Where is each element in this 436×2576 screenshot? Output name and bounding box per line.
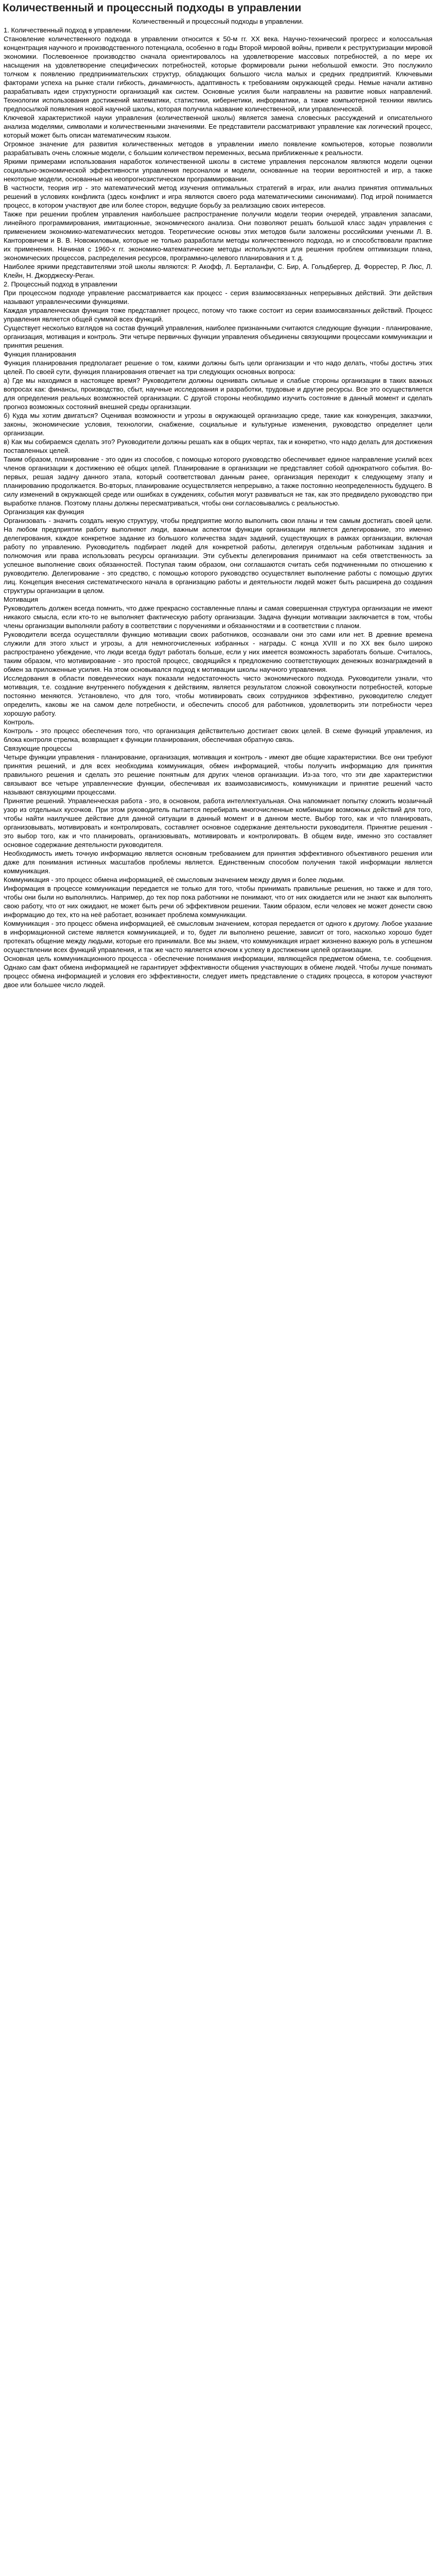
- paragraph: Контроль.: [4, 718, 35, 726]
- page-title: Количественный и процессный подходы в управлении: [3, 2, 302, 14]
- paragraph: Ключевой характеристикой науки управления (количественной школы) является замена словесных рассуждений и описательного анализа моделями, символами и количественными значениями. Ее представители рассматривают управление как логический процесс, который может быть описан математическим языком.: [4, 114, 432, 139]
- paragraph: Существует несколько взглядов на состав функций управления, наиболее признанными считаются следующие функции - планирование, организация, мотивация и контроль. Эти четыре первичных функции управления объединены связующими процессами коммуникации и принятия решения.: [4, 324, 433, 349]
- paragraph: Четыре функции управления - планирование, организация, мотивация и контроль - имеют две общие характеристики. Все они требуют принятия решений, и для всех необходима коммуникация, обмен информацией, чтобы получить информацию для принятия правильного решения и сделать это решение понятным для других членов организации. Из-за того, что эти две характеристики связывают все четыре управленческие функции, обеспечивая их взаимозависимость, коммуникации и принятие решений часто называют связующими процессами.: [4, 753, 432, 796]
- paragraph: Принятие решений. Управленческая работа - это, в основном, работа интеллектуальная. Она напоминает попытку сложить мозаичный узор из отдельных кусочков. При этом руководитель пытается перебирать многочисленные комбинации возможных действий для того, чтобы найти наилучшее действие для данной ситуации в данный момент и в данном месте. Выбор того, как и что планировать, организовывать, мотивировать и контролировать, составляет основное содержание деятельности руководителя. Принятие решения - это выбор того, как и что планировать, организовывать, мотивировать и контролировать. В общем виде, именно это составляет основное содержание деятельности руководителя.: [4, 797, 432, 849]
- paragraph: Становление количественного подхода в управлении относится к 50-м гг. ХХ века. Научно-технический прогресс и колоссальная концентрация научного и производственного потенциала, особенно в годы Второй мировой войны, привели к реструктуризации мировой экономики. Послевоенное производство сначала ориентировалось на удовлетворение массовых потребностей, а по мере их насыщения на удовлетворение специфических потребностей, которые формировали рынки небольшой емкости. Это послужило толчком к появлению предпринимательских структур, обладающих большого числа малых и средних предприятий. Ключевыми факторами успеха на рынке стали гибкость, динамичность, адаптивность к требованиям окружающей среды. Немые начали активно разрабатывать идеи структурности организаций как систем. Основные усилия были направлены на развитие новых направлений. Технологии использования достижений математики, статистики, кибернетики, информатики, а также компьютерной техники явились предпосылкой появления новой научной школы, которая получила название количественной, или управленческой.: [4, 35, 432, 113]
- paragraph: Организовать - значить создать некую структуру, чтобы предприятие могло выполнить свои планы и тем самым достигать своей цели. На любом предприятии работу выполняют люди, важным аспектом функции организации является делегирование, это именно делегирования, каждое конкретное задание из большого количества задач заданий, существующих в рамках организации, включая работу по управлению. Руководитель подбирает людей для конкретной работы, делегируя отдельным работникам задания и полномочия или права использовать ресурсы организации. Эти субъекты делегирования принимают на себя ответственность за успешное выполнение своих обязанностей. Поступая таким образом, они соглашаются считать себя подчиненными по отношению к руководителю. Делегирование - это средство, с помощью которого руководство осуществляет выполнение работы с помощью других лиц. Концепция внесения систематического начала в организацию работы и деятельности людей может быть расширена до создания структуры организации в целом.: [4, 517, 432, 595]
- paragraph: Руководители всегда осуществляли функцию мотивации своих работников, осознавали они это сами или нет. В древние времена служили для этого хлыст и угрозы, а для немногочисленных избранных - награды. С конца XVIII и по XX век было широко распространено убеждение, что люди всегда будут работать больше, если у них имеется возможность заработать больше. Считалось, таким образом, что мотивирование - это простой процесс, сводящийся к предложению соответствующих денежных вознаграждений в обмен за приложенные усилия. На этом основывался подход к мотивации школы научного управления.: [4, 631, 432, 673]
- paragraph: 2. Процессный подход в управлении: [4, 280, 117, 288]
- paragraph: Таким образом, планирование - это один из способов, с помощью которого руководство обеспечивает единое направление усилий всех членов организации к достижению её общих целей. Планирование в организации не представляет собой однократного события. Во-первых, решая задачу данного этапа, который соответствовал данным ранее, организация переходит к следующему этапу и планированию продолжается. Во-вторых, планирование осуществляется непрерывно, а также постоянно неопределенность будущего. В силу изменений в окружающей среде или ошибках в суждениях, события могут развиваться не так, как это предвидело руководство при выработке планов. Поэтому планы должны пересматриваться, чтобы они согласовывались с реальностью.: [4, 455, 432, 507]
- paragraph: Коммуникация - это процесс обмена информацией, её смысловым значением, которая передается от одного к другому. Любое указание в информационной системе является коммуникацией, и то, будет ли выполнено решение, зависит от того, насколько хорошо будет протекать общение между людьми, которые его принимали. Все мы знаем, что коммуникация играет жизненно важную роль в успешном осуществлении всех функций управления, и так же часто является ключом к успеху в достижении целей организации.: [4, 920, 432, 954]
- paragraph: Функция планирования предполагает решение о том, какими должны быть цели организации и что надо делать, чтобы достичь этих целей. По своей сути, функция планирования отвечает на три следующих основных вопроса:: [4, 359, 432, 376]
- paragraph: При процессном подходе управление рассматривается как процесс - серия взаимосвязанных непрерывных действий. Эти действия называют управленческими функциями.: [4, 289, 432, 306]
- paragraph: Руководитель должен всегда помнить, что даже прекрасно составленные планы и самая совершенная структура организации не имеют никакого смысла, если кто-то не выполняет фактическую работу организации. Задача функции мотивации заключается в том, чтобы члены организации выполняли работу в соответствии с поручениями и обязанностями и в соответствии с планом.: [4, 604, 432, 630]
- paragraph: Также при решении проблем управления наибольшее распространение получили модели теории очередей, управления запасами, линейного программирования, имитационные, экономического анализа. Они позволяют решать большой класс задач управления с применением экономико-математических методов. Теоретические основы этих методов были заложены российскими учеными Л. В. Канторовичем и В. В. Новожиловым, которые не только разработали методы количественного подхода, но и способствовали практике их применения. Начиная с 1960-х гг. экономико-математические методы используются для решения проблем оптимизации плана, экономических процессов, распределения ресурсов, программно-целевого планирования и т. д.: [4, 210, 432, 262]
- paragraph: а) Где мы находимся в настоящее время? Руководители должны оценивать сильные и слабые стороны организации в таких важных вопросах как: финансы, производство, сбыт, научные исследования и разработки, трудовые и другие ресурсы. Все это осуществляется для определения реальных возможностей организации. С другой стороны необходимо изучить состояние в данный момент и сделать прогноз возможных состояний внешней среды организации.: [4, 377, 432, 411]
- paragraph: Коммуникация - это процесс обмена информацией, её смысловым значением между двумя и более людьми.: [4, 876, 345, 884]
- paragraph: б) Куда мы хотим двигаться? Оценивая возможности и угрозы в окружающей организацию среде, такие как конкуренция, заказчики, законы, экономические условия, технологии, снабжение, социальные и культурные изменения, руководство определяет цели организации.: [4, 412, 432, 437]
- paragraph: Огромное значение для развития количественных методов в управлении имело появление компьютеров, которые позволили разрабатывать очень сложные модели, с большим количеством переменных, весьма приближенные к реальности.: [4, 140, 432, 157]
- paragraph: Исследования в области поведенческих наук показали недостаточность чисто экономического подхода. Руководители узнали, что мотивация, т.е. создание внутреннего побуждения к действиям, является результатом сложной совокупности потребностей, которые постоянно меняются. Установлено, что для того, чтобы мотивировать своих сотрудников эффективно, руководителю следует определить, каковы же на самом деле потребности, и обеспечить способ для работников, удовлетворить эти потребности через хорошую работу.: [4, 674, 432, 717]
- paragraph: Наиболее яркими представителями этой школы являются: Р. Акофф, Л. Берталанфи, С. Бир, А. Гольдбергер, Д. Форрестер, Р. Люс, Л. Клейн, Н. Джорджеску-Реган.: [4, 263, 432, 279]
- paragraph: Контроль - это процесс обеспечения того, что организация действительно достигает своих целей. В схеме функций управления, из блока контроля стрелка, возвращает к функции планирования, обеспечивая обратную связь.: [4, 727, 432, 743]
- paragraph: Организация как функция: [4, 508, 84, 516]
- paragraph: Связующие процессы: [4, 744, 72, 752]
- paragraph: Информация в процессе коммуникации передается не только для того, чтобы принимать правильные решения, но также и для того, чтобы они были но выполнялись. Например, до тех пор пока работники не понимают, что от них ожидается или не знают как выполнять свою работу, что от них ожидают, не может быть речи об эффективном решении. Таким образом, если человек не может донести свою информацию до тех, кто на неё работает, возникает проблема коммуникации.: [4, 885, 432, 919]
- paragraph: 1. Количественный подход в управлении.: [4, 26, 133, 34]
- paragraph: в) Как мы собираемся сделать это? Руководители должны решать как в общих чертах, так и конкретно, что надо делать для достижения поставленных целей.: [4, 438, 432, 454]
- paragraph: Функция планирования: [4, 350, 76, 358]
- paragraph: Каждая управленческая функция тоже представляет процесс, потому что также состоит из серии взаимосвязанных действий. Процесс управления является общей суммой всех функций.: [4, 307, 432, 323]
- paragraph: В частности, теория игр - это математический метод изучения оптимальных стратегий в играх, или анализ принятия оптимальных решений в условиях конфликта (здесь конфликт и игра являются своего рода математическими синонимами). Под игрой понимается процесс, в котором участвуют две или более сторон, ведущие борьбу за реализацию своих интересов.: [4, 184, 432, 209]
- paragraph: Мотивация: [4, 596, 38, 603]
- paragraph: Необходимость иметь точную информацию является основным требованием для принятия эффективного объективного решения или даже для понимания истинных масштабов проблемы является. Единственным способом получения такой информации является коммуникация.: [4, 850, 432, 875]
- paragraph: Количественный и процессный подходы в управлении.: [132, 18, 304, 25]
- paragraph: Основная цель коммуникационного процесса - обеспечение понимания информации, являющейся предметом обмена, т.е. сообщения. Однако сам факт обмена информацией не гарантирует эффективности общения участвующих в обмене людей. Чтобы лучше понимать процесс обмена информацией и условия его эффективности, следует иметь представление о стадиях процесса, в котором участвуют двое или большее число людей.: [4, 955, 432, 989]
- article-body: [0, 15, 436, 989]
- paragraph: Яркими примерами использования наработок количественной школы в системе управления персоналом являются модели оценки социально-экономической эффективности управления персоналом и модели, основанные на теории вероятностей и игр, а также некоторые модели, основанные на неопрогнозистическом программировании.: [4, 158, 432, 183]
